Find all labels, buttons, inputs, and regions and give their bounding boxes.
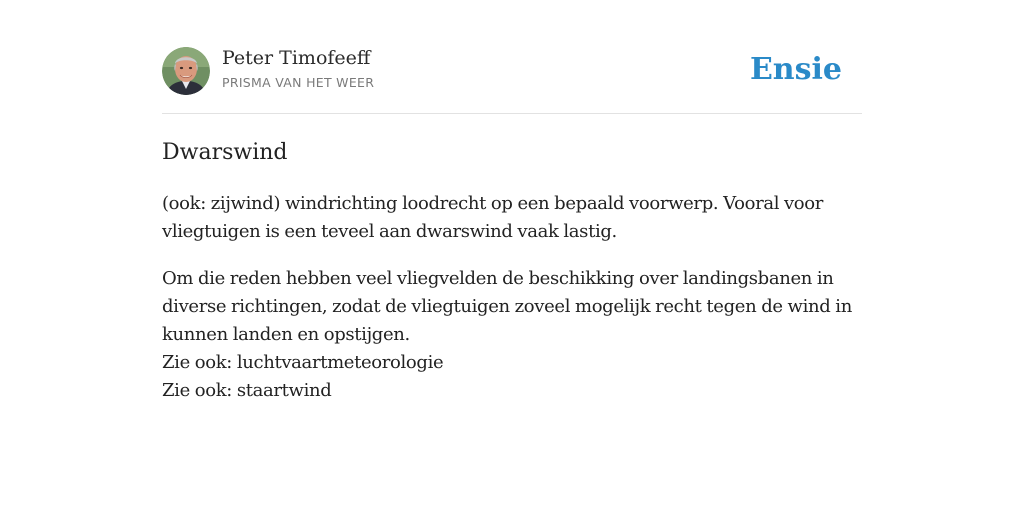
entry-header: [162, 46, 862, 96]
brand-logo[interactable]: Ensie: [749, 52, 842, 87]
entry-paragraph: (ook: zijwind) windrichting loodrecht op een bepaald voorwerp. Vooral voor vliegtuigen is een teveel aan dwarswind vaak lastig.: [162, 193, 824, 242]
see-also-link-luchtvaartmeteorologie[interactable]: Zie ook: luchtvaartmeteorologie: [162, 352, 444, 373]
header-divider: [162, 113, 862, 114]
entry-paragraph: Om die reden hebben veel vliegvelden de beschikking over landingsbanen in diverse richtingen, zodat de vliegtuigen zoveel mogelijk recht tegen de wind in kunnen landen en opstijgen.: [162, 268, 852, 345]
see-also-list: [162, 349, 862, 405]
author-name[interactable]: Peter Timofeeff: [222, 47, 371, 69]
entry-card: [162, 0, 862, 512]
author-avatar[interactable]: [162, 47, 210, 95]
author-source: PRISMA VAN HET WEER: [222, 75, 375, 90]
entry-body: [162, 190, 862, 405]
see-also-link-staartwind[interactable]: Zie ook: staartwind: [162, 380, 332, 401]
entry-title: Dwarswind: [162, 140, 288, 165]
avatar-portrait-icon: [162, 47, 210, 95]
